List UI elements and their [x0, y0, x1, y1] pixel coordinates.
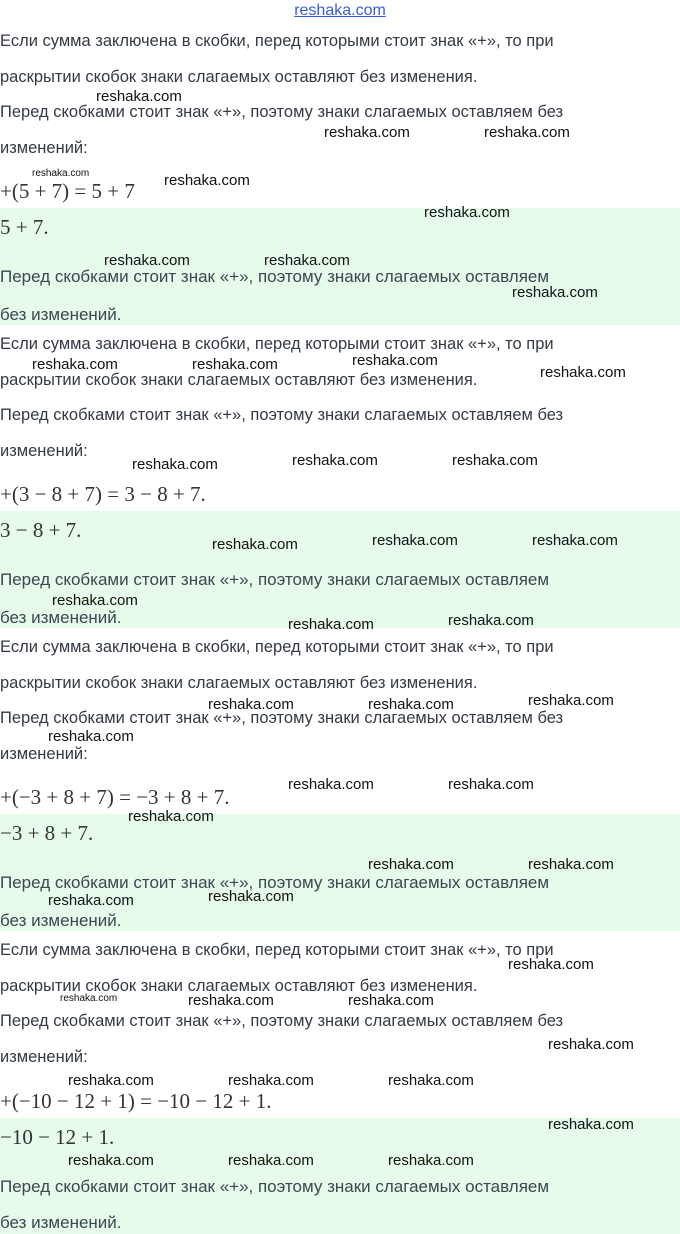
watermark: reshaka.com: [532, 532, 618, 549]
answer-text-1: Перед скобками стоит знак «+», поэтому знаки слагаемых оставляем: [0, 570, 550, 589]
rule-line-2: раскрытии скобок знаки слагаемых оставляют без изменения.: [0, 674, 478, 692]
reason-line-1: Перед скобками стоит знак «+», поэтому знаки слагаемых оставляем без: [0, 709, 564, 727]
watermark: reshaka.com: [324, 124, 410, 141]
watermark: reshaka.com: [448, 776, 534, 793]
formula: +(−3 + 8 + 7) = −3 + 8 + 7.: [0, 785, 230, 809]
watermark: reshaka.com: [368, 856, 454, 873]
rule-line-1: Если сумма заключена в скобки, перед которыми стоит знак «+», то при: [0, 32, 554, 50]
answer-text-2: без изменений.: [0, 911, 122, 930]
formula: +(5 + 7) = 5 + 7: [0, 179, 135, 203]
watermark: reshaka.com: [352, 352, 438, 369]
watermark: reshaka.com: [288, 616, 374, 633]
reason-line-2: изменений:: [0, 745, 88, 763]
watermark: reshaka.com: [60, 993, 118, 1004]
rule-line-2: раскрытии скобок знаки слагаемых оставляют без изменения.: [0, 371, 478, 389]
watermark: reshaka.com: [484, 124, 570, 141]
watermark: reshaka.com: [228, 1152, 314, 1169]
watermark: reshaka.com: [548, 1116, 634, 1133]
rule-line-1: Если сумма заключена в скобки, перед которыми стоит знак «+», то при: [0, 638, 554, 656]
answer-text-2: без изменений.: [0, 1213, 122, 1232]
answer-text-1: Перед скобками стоит знак «+», поэтому знаки слагаемых оставляем: [0, 1177, 550, 1196]
watermark: reshaka.com: [388, 1072, 474, 1089]
reason-line-1: Перед скобками стоит знак «+», поэтому знаки слагаемых оставляем без: [0, 103, 564, 121]
watermark: reshaka.com: [68, 1152, 154, 1169]
rule-line-2: раскрытии скобок знаки слагаемых оставляют без изменения.: [0, 68, 478, 86]
watermark: reshaka.com: [288, 776, 374, 793]
watermark: reshaka.com: [32, 356, 118, 373]
watermark: reshaka.com: [528, 692, 614, 709]
watermark: reshaka.com: [192, 356, 278, 373]
watermark: reshaka.com: [104, 252, 190, 269]
answer-formula: 5 + 7.: [0, 215, 49, 239]
watermark: reshaka.com: [68, 1072, 154, 1089]
watermark: reshaka.com: [452, 452, 538, 469]
watermark: reshaka.com: [548, 1036, 634, 1053]
watermark: reshaka.com: [208, 888, 294, 905]
watermark: reshaka.com: [512, 284, 598, 301]
watermark: reshaka.com: [508, 956, 594, 973]
rule-line-1: Если сумма заключена в скобки, перед которыми стоит знак «+», то при: [0, 941, 554, 959]
rule-line-2: раскрытии скобок знаки слагаемых оставляют без изменения.: [0, 977, 478, 995]
reason-line-1: Перед скобками стоит знак «+», поэтому знаки слагаемых оставляем без: [0, 1012, 564, 1030]
answer-formula: 3 − 8 + 7.: [0, 518, 82, 542]
reason-line-1: Перед скобками стоит знак «+», поэтому знаки слагаемых оставляем без: [0, 406, 564, 424]
watermark: reshaka.com: [208, 696, 294, 713]
reason-line-2: изменений:: [0, 1048, 88, 1066]
watermark: reshaka.com: [528, 856, 614, 873]
watermark: reshaka.com: [164, 172, 250, 189]
formula: +(3 − 8 + 7) = 3 − 8 + 7.: [0, 482, 206, 506]
watermark: reshaka.com: [132, 456, 218, 473]
answer-text-1: Перед скобками стоит знак «+», поэтому знаки слагаемых оставляем: [0, 267, 550, 286]
watermark: reshaka.com: [48, 892, 134, 909]
reason-line-2: изменений:: [0, 139, 88, 157]
watermark: reshaka.com: [264, 252, 350, 269]
watermark: reshaka.com: [424, 204, 510, 221]
answer-formula: −10 − 12 + 1.: [0, 1125, 115, 1149]
watermark: reshaka.com: [128, 808, 214, 825]
answer-text-2: без изменений.: [0, 608, 122, 627]
watermark: reshaka.com: [348, 992, 434, 1009]
formula: +(−10 − 12 + 1) = −10 − 12 + 1.: [0, 1089, 272, 1113]
reason-line-2: изменений:: [0, 442, 88, 460]
watermark: reshaka.com: [52, 592, 138, 609]
answer-block: [0, 511, 680, 628]
rule-line-1: Если сумма заключена в скобки, перед которыми стоит знак «+», то при: [0, 335, 554, 353]
watermark: reshaka.com: [188, 992, 274, 1009]
answer-formula: −3 + 8 + 7.: [0, 821, 94, 845]
watermark: reshaka.com: [388, 1152, 474, 1169]
watermark: reshaka.com: [228, 1072, 314, 1089]
watermark: reshaka.com: [32, 168, 90, 179]
watermark: reshaka.com: [48, 728, 134, 745]
watermark: reshaka.com: [212, 536, 298, 553]
answer-text-2: без изменений.: [0, 305, 122, 324]
answer-text-1: Перед скобками стоит знак «+», поэтому знаки слагаемых оставляем: [0, 873, 550, 892]
watermark: reshaka.com: [540, 364, 626, 381]
watermark: reshaka.com: [292, 452, 378, 469]
site-link[interactable]: reshaka.com: [294, 2, 386, 19]
watermark: reshaka.com: [96, 88, 182, 105]
watermark: reshaka.com: [448, 612, 534, 629]
watermark: reshaka.com: [372, 532, 458, 549]
answer-block: [0, 1118, 680, 1234]
site-header: [0, 0, 680, 22]
watermark: reshaka.com: [368, 696, 454, 713]
